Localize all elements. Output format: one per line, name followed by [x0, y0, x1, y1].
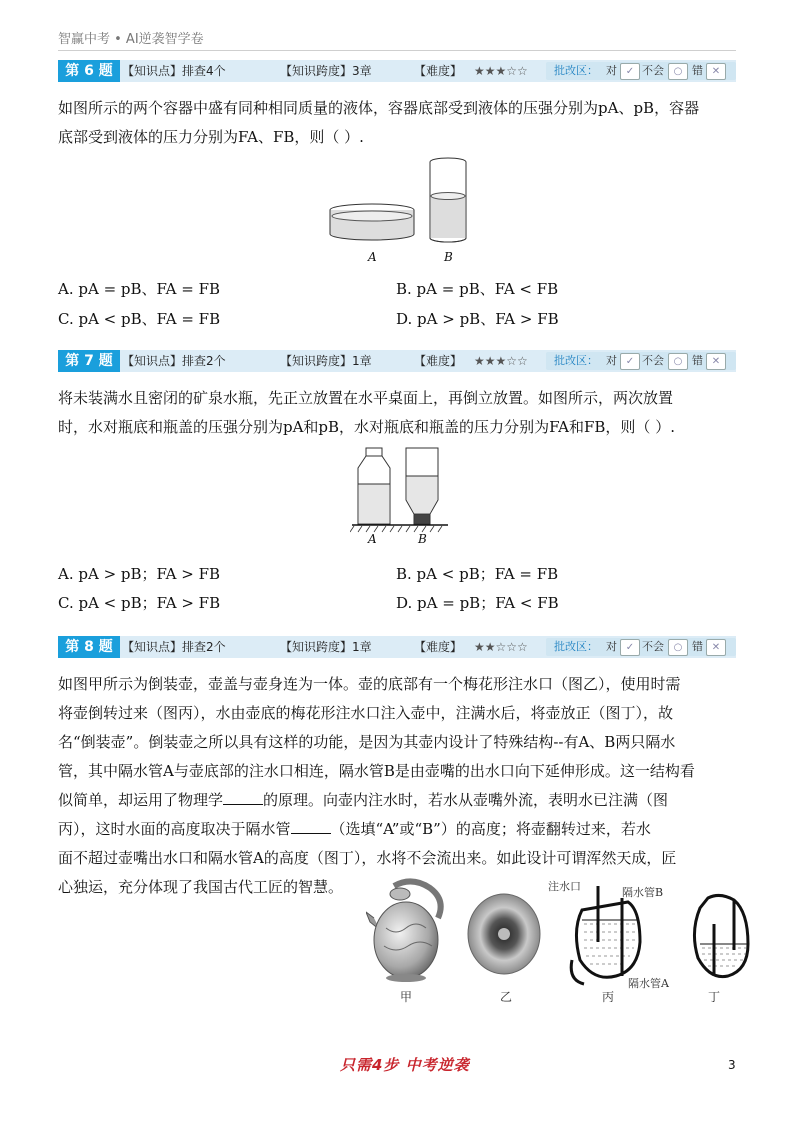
question-6-figure [326, 150, 476, 250]
review-correct-label: 对 [606, 354, 617, 367]
review-wrong-label: 错 [692, 354, 703, 367]
review-unknown-label: 不会 [642, 354, 664, 367]
option-d[interactable]: D. pA = pB；FA < FB [396, 594, 559, 612]
question-8-line-4: 管，其中隔水管A与壶底部的注水口相连，隔水管B是由壶嘴的出水口向下延伸形成。这一结构看 [58, 762, 695, 780]
review-area [546, 638, 736, 656]
question-8-line-3: 名“倒装壶”。倒装壶之所以具有这样的功能，是因为其壶内设计了特殊结构--有A、B两只隔水 [58, 733, 676, 751]
difficulty-stars: ★★☆☆☆ [474, 640, 528, 654]
option-b[interactable]: B. pA = pB、FA < FB [396, 280, 559, 298]
review-unknown-label: 不会 [642, 64, 664, 77]
caption-jia: 甲 [400, 990, 413, 1004]
question-8-line-6 [58, 815, 738, 844]
question-number: 第 8 题 [58, 636, 120, 658]
bottom-inlet-photo [466, 892, 544, 976]
review-correct-label: 对 [606, 640, 617, 653]
review-label: 批改区： [554, 64, 598, 77]
figure-label-a: A [368, 532, 377, 546]
review-correct-checkbox[interactable]: ✓ [620, 63, 640, 80]
question-7-stem-line-2: 时，水对瓶底和瓶盖的压强分别为pA和pB，水对瓶底和瓶盖的压力分别为FA和FB，则（ ）. [58, 418, 675, 436]
review-wrong-checkbox[interactable]: ✕ [706, 639, 726, 656]
review-correct-label: 对 [606, 64, 617, 77]
review-wrong-label: 错 [692, 64, 703, 77]
difficulty-label: 【难度】 [414, 354, 463, 368]
question-7-bar [58, 350, 736, 372]
question-8-line-1: 如图甲所示为倒装壶，壶盖与壶身连为一体。壶的底部有一个梅花形注水口（图乙），使用时需 [58, 675, 681, 693]
review-area [546, 352, 736, 370]
option-d[interactable]: D. pA > pB、FA > FB [396, 310, 559, 328]
review-correct-checkbox[interactable]: ✓ [620, 639, 640, 656]
question-6-stem-line-1: 如图所示的两个容器中盛有同种相同质量的液体，容器底部受到液体的压强分别为pA、pB，容器 [58, 99, 700, 117]
question-number: 第 6 题 [58, 60, 120, 82]
review-unknown-checkbox[interactable]: ○ [668, 63, 688, 80]
review-correct-checkbox[interactable]: ✓ [620, 353, 640, 370]
review-label: 批改区： [554, 354, 598, 367]
review-unknown-checkbox[interactable]: ○ [668, 639, 688, 656]
question-7-figure [350, 446, 450, 534]
difficulty-stars: ★★★☆☆ [474, 354, 528, 368]
question-7-stem-line-1: 将未装满水且密闭的矿泉水瓶，先正立放置在水平桌面上，再倒立放置。如图所示，两次放置 [58, 389, 674, 407]
question-8-bar [58, 636, 736, 658]
inlet-label: 注水口 [548, 880, 581, 893]
line-6-part-1: 丙），这时水面的高度取决于隔水管 [58, 820, 291, 838]
question-6-stem-line-2: 底部受到液体的压力分别为FA、FB，则（ ）. [58, 128, 364, 146]
figure-label-a: A [368, 250, 377, 264]
answer-blank-2[interactable] [291, 819, 331, 834]
difficulty-label: 【难度】 [414, 64, 463, 78]
knowledge-count: 【知识点】排查2个 [122, 640, 226, 654]
caption-ding: 丁 [708, 990, 721, 1004]
teapot-photo [366, 878, 456, 984]
difficulty-label: 【难度】 [414, 640, 463, 654]
review-area [546, 62, 736, 80]
knowledge-span: 【知识跨度】1章 [280, 354, 372, 368]
question-number: 第 7 题 [58, 350, 120, 372]
question-8-line-8: 心独运，充分体现了我国古代工匠的智慧。 [58, 878, 344, 896]
question-6-bar [58, 60, 736, 82]
review-unknown-label: 不会 [642, 640, 664, 653]
answer-blank-1[interactable] [223, 790, 263, 805]
question-8-line-7: 面不超过壶嘴出水口和隔水管A的高度（图丁），水将不会流出来。如此设计可谓浑然天成，匠 [58, 849, 677, 867]
caption-bing: 丙 [602, 990, 615, 1004]
page-number: 3 [728, 1058, 736, 1072]
tube-b-label: 隔水管B [622, 886, 664, 899]
difficulty-stars: ★★★☆☆ [474, 64, 528, 78]
option-c[interactable]: C. pA < pB；FA > FB [58, 594, 221, 612]
tube-a-label: 隔水管A [628, 977, 669, 990]
question-8-line-5 [58, 786, 738, 815]
knowledge-count: 【知识点】排查2个 [122, 354, 226, 368]
option-a[interactable]: A. pA = pB、FA = FB [58, 280, 221, 298]
review-label: 批改区： [554, 640, 598, 653]
review-wrong-checkbox[interactable]: ✕ [706, 353, 726, 370]
footer-logo: 只需4步 中考逆袭 [340, 1056, 470, 1074]
option-b[interactable]: B. pA < pB；FA = FB [396, 565, 559, 583]
question-8-line-2: 将壶倒转过来（图丙），水由壶底的梅花形注水口注入壶中，注满水后，将壶放正（图丁），故 [58, 704, 674, 722]
knowledge-span: 【知识跨度】3章 [280, 64, 372, 78]
review-wrong-checkbox[interactable]: ✕ [706, 63, 726, 80]
line-6-part-2: （选填“A”或“B”）的高度；将壶翻转过来，若水 [330, 820, 651, 838]
knowledge-span: 【知识跨度】1章 [280, 640, 372, 654]
caption-yi: 乙 [500, 990, 513, 1004]
upright-pot-diagram [690, 888, 754, 984]
running-header: 智赢中考 • AI逆袭智学卷 [58, 32, 204, 47]
option-c[interactable]: C. pA < pB、FA = FB [58, 310, 221, 328]
line-5-part-1: 似简单，却运用了物理学 [58, 791, 224, 809]
header-rule [58, 50, 736, 51]
review-unknown-checkbox[interactable]: ○ [668, 353, 688, 370]
review-wrong-label: 错 [692, 640, 703, 653]
line-5-part-2: 的原理。向壶内注水时，若水从壶嘴外流，表明水已注满（图 [263, 791, 669, 809]
figure-label-b: B [418, 532, 427, 546]
knowledge-count: 【知识点】排查4个 [122, 64, 226, 78]
figure-label-b: B [444, 250, 453, 264]
option-a[interactable]: A. pA > pB；FA > FB [58, 565, 221, 583]
